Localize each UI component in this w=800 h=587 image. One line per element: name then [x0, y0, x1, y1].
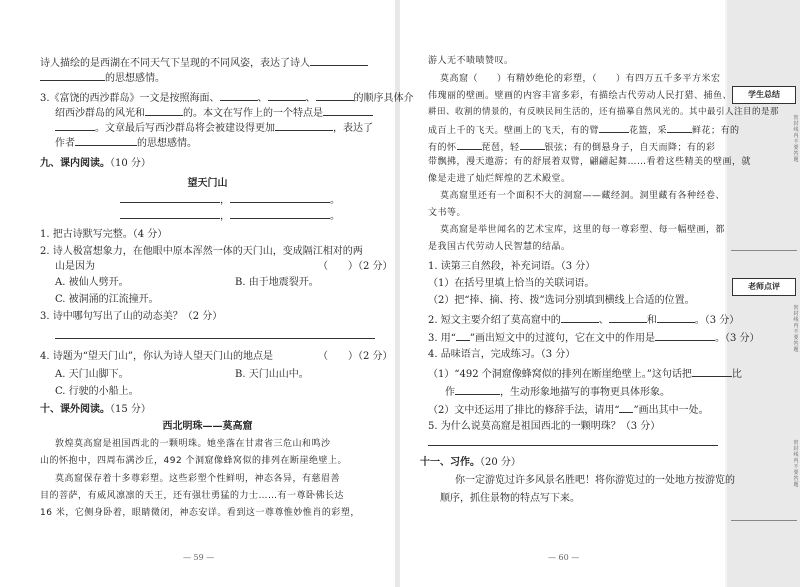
- answer-blank[interactable]: [323, 105, 373, 116]
- writing-prompt-line-1: 你一定游览过许多风景名胜吧！将你游览过的一处地方按游览的: [455, 475, 735, 486]
- article-paragraph-line: 莫高窟（ ）有精妙绝伦的彩塑，（ ）有四万五千多平方米宏: [440, 74, 721, 84]
- answer-blank[interactable]: [145, 105, 183, 116]
- article-question-1: 1. 读第三自然段，补充词语。（3 分）: [428, 261, 596, 272]
- teacher-review-label: 老师点评: [732, 278, 796, 296]
- answer-blank[interactable]: [667, 122, 692, 133]
- sidebar-divider: [731, 250, 797, 251]
- article-paragraph-line: 16 米，它侧身卧着，眼睛微闭，神态安详。看到这一尊尊惟妙惟肖的彩塑，: [40, 508, 360, 518]
- article-question-4: 4. 品味语言，完成练习。（3 分）: [428, 349, 576, 360]
- answer-blank[interactable]: [40, 70, 105, 81]
- article-paragraph-line: 像是走进了灿烂辉煌的艺术殿堂。: [428, 174, 571, 184]
- page-number: — 60 —: [548, 553, 580, 562]
- student-summary-label: 学生总结: [732, 86, 796, 104]
- answer-blank[interactable]: [692, 366, 732, 377]
- answer-blank[interactable]: [230, 192, 330, 203]
- writing-prompt-line-2: 顺序，抓住景物的特点写下来。: [440, 493, 580, 504]
- section-10-heading: 十、课外阅读。（15 分）: [40, 404, 151, 415]
- poem-question-4: 4. 诗题为“望天门山”，你认为诗人望天门山的地点是: [40, 351, 273, 362]
- question-3-line-3: 。文章最后写西沙群岛将会被建设得更加 ，表达了: [55, 120, 373, 135]
- article-paragraph-line: 文书等。: [428, 208, 467, 218]
- left-line-1: 诗人描绘的是西湖在不同天气下呈现的不同风姿，表达了诗人: [40, 55, 368, 70]
- answer-blank[interactable]: [75, 135, 137, 146]
- poem-question-2-line-2: 山是因为: [55, 261, 95, 272]
- seal-line-notice: 密封线内不要答题: [793, 115, 799, 163]
- poem-title: 望天门山: [187, 178, 228, 189]
- answer-blank[interactable]: [220, 90, 258, 101]
- article-paragraph-line: 游人无不啧啧赞叹。: [428, 56, 514, 66]
- answer-blank[interactable]: [609, 312, 647, 323]
- article-question-3: 3. 用“ ”画出短文中的过渡句，它在文中的作用是 。（3 分）: [428, 330, 760, 345]
- sidebar-divider: [731, 520, 797, 521]
- article-paragraph-line: 目的菩萨，有威风凛凛的天王，还有强壮勇猛的力士……有一尊卧佛长达: [40, 491, 345, 501]
- article-question-4-part-2: （2）文中还运用了排比的修辞手法，请用“ ”画出其中一处。: [428, 402, 709, 417]
- article-paragraph-line: 耕田、收割的情景的，有反映民间生活的，还有描摹自然风光的。其中最引人注目的是那: [428, 107, 780, 117]
- article-question-5: 5. 为什么说莫高窟是祖国西北的一颗明珠？（3 分）: [428, 421, 661, 432]
- article-paragraph-line: 莫高窟里还有一个面积不大的洞窟——藏经洞。洞里藏有各种经卷、: [440, 191, 726, 201]
- left-line-2: 的思想感情。: [40, 70, 165, 85]
- article-question-1-part-2: （2）把“捧、摘、挎、拨”选词分别填到横线上合适的位置。: [428, 295, 695, 306]
- poem-question-1: 1. 把古诗默写完整。（4 分）: [40, 229, 168, 240]
- article-question-4-part-1: （1）“492 个洞窟像蜂窝似的排列在断崖绝壁上。”这句话把 比: [428, 366, 742, 381]
- seal-line-notice: 密封线内不要答题: [793, 440, 799, 488]
- section-9-heading: 九、课内阅读。（10 分）: [40, 158, 151, 169]
- answer-bracket[interactable]: （ ）（2 分）: [318, 351, 393, 362]
- answer-blank[interactable]: [310, 55, 368, 66]
- answer-blank[interactable]: [275, 120, 333, 131]
- answer-blank[interactable]: [561, 312, 599, 323]
- answer-blank[interactable]: [455, 384, 500, 395]
- answer-blank[interactable]: [230, 208, 330, 219]
- article-question-2: 2. 短文主要介绍了莫高窟中的 、 和 。（3 分）: [428, 312, 739, 327]
- option-a: A. 被仙人劈开。: [55, 277, 129, 288]
- answer-blank[interactable]: [316, 90, 354, 101]
- answer-blank[interactable]: [457, 139, 482, 150]
- answer-blank[interactable]: [657, 312, 695, 323]
- article-paragraph-line: 是我国古代劳动人民智慧的结晶。: [428, 242, 571, 252]
- option-c: C. 被洞涌的江流撞开。: [55, 294, 159, 305]
- question-3-line-1: 3.《富饶的西沙群岛》一文是按照海面、 、 、 的顺序具体介: [40, 90, 414, 105]
- article-paragraph-line: 成百上千的飞天。壁画上的飞天，有的臂 花篮，采 鲜花；有的: [428, 122, 740, 138]
- answer-line[interactable]: [428, 445, 718, 446]
- article-paragraph-line: 敦煌莫高窟是祖国西北的一颗明珠。她坐落在甘肃省三危山和鸣沙: [55, 439, 331, 449]
- article-paragraph-line: 带飘拂，漫天遨游；有的舒展着双臂，翩翩起舞……看着这些精美的壁画，就: [428, 157, 752, 167]
- question-3-line-2: 绍西沙群岛的风光和 的。本文在写作上的一个特点是: [55, 105, 373, 120]
- answer-blank[interactable]: [120, 192, 220, 203]
- article-question-1-part-1: （1）在括号里填上恰当的关联词语。: [428, 278, 595, 289]
- option-c: C. 行驶的小船上。: [55, 386, 139, 397]
- answer-blank[interactable]: [55, 120, 95, 131]
- article-paragraph-line: 有的怀 琵琶，轻 银弦；有的倒悬身子，自天而降；有的彩: [428, 139, 716, 155]
- option-a: A. 天门山脚下。: [55, 369, 129, 380]
- answer-blank[interactable]: [520, 139, 545, 150]
- article-paragraph-line: 莫高窟保存着十多尊彩塑。这些彩塑个性鲜明，神态各异，有慈眉善: [55, 474, 341, 484]
- question-3-line-4: 作者 的思想感情。: [55, 135, 197, 150]
- poem-question-2-line-1: 2. 诗人极富想象力，在他眼中原本浑然一体的天门山，变成隔江相对的两: [40, 246, 363, 257]
- option-b: B. 天门山山中。: [235, 369, 309, 380]
- answer-blank[interactable]: [599, 122, 629, 133]
- page-number: — 59 —: [183, 553, 215, 562]
- poem-line-1: ， 。: [120, 192, 340, 207]
- article-question-4-part-1-cont: 作 ，生动形象地描写的事物更具体形象。: [445, 384, 670, 399]
- article-paragraph-line: 山的怀抱中，四周布满沙丘，492 个洞窟像蜂窝似的排列在断崖绝壁上。: [40, 456, 348, 466]
- seal-line-notice: 密封线内不要答题: [793, 305, 799, 353]
- underline-sample: [619, 402, 633, 413]
- poem-line-2: ， 。: [120, 208, 340, 223]
- answer-blank[interactable]: [120, 208, 220, 219]
- answer-line[interactable]: [55, 338, 375, 339]
- underline-sample: [456, 330, 470, 341]
- option-b: B. 由于地震裂开。: [235, 277, 319, 288]
- answer-bracket[interactable]: （ ）（2 分）: [318, 261, 393, 272]
- article-paragraph-line: 伟瑰丽的壁画。壁画的内容丰富多彩，有描绘古代劳动人民打猎、捕鱼、: [428, 91, 733, 101]
- answer-blank[interactable]: [655, 330, 715, 341]
- article-paragraph-line: 莫高窟是举世闻名的艺术宝库，这里的每一尊彩塑、每一幅壁画，都: [440, 225, 726, 235]
- answer-blank[interactable]: [268, 90, 306, 101]
- poem-question-3: 3. 诗中哪句写出了山的动态美？（2 分）: [40, 311, 223, 322]
- section-11-heading: 十一、习作。（20 分）: [420, 457, 521, 468]
- article-title: 西北明珠——莫高窟: [162, 421, 253, 432]
